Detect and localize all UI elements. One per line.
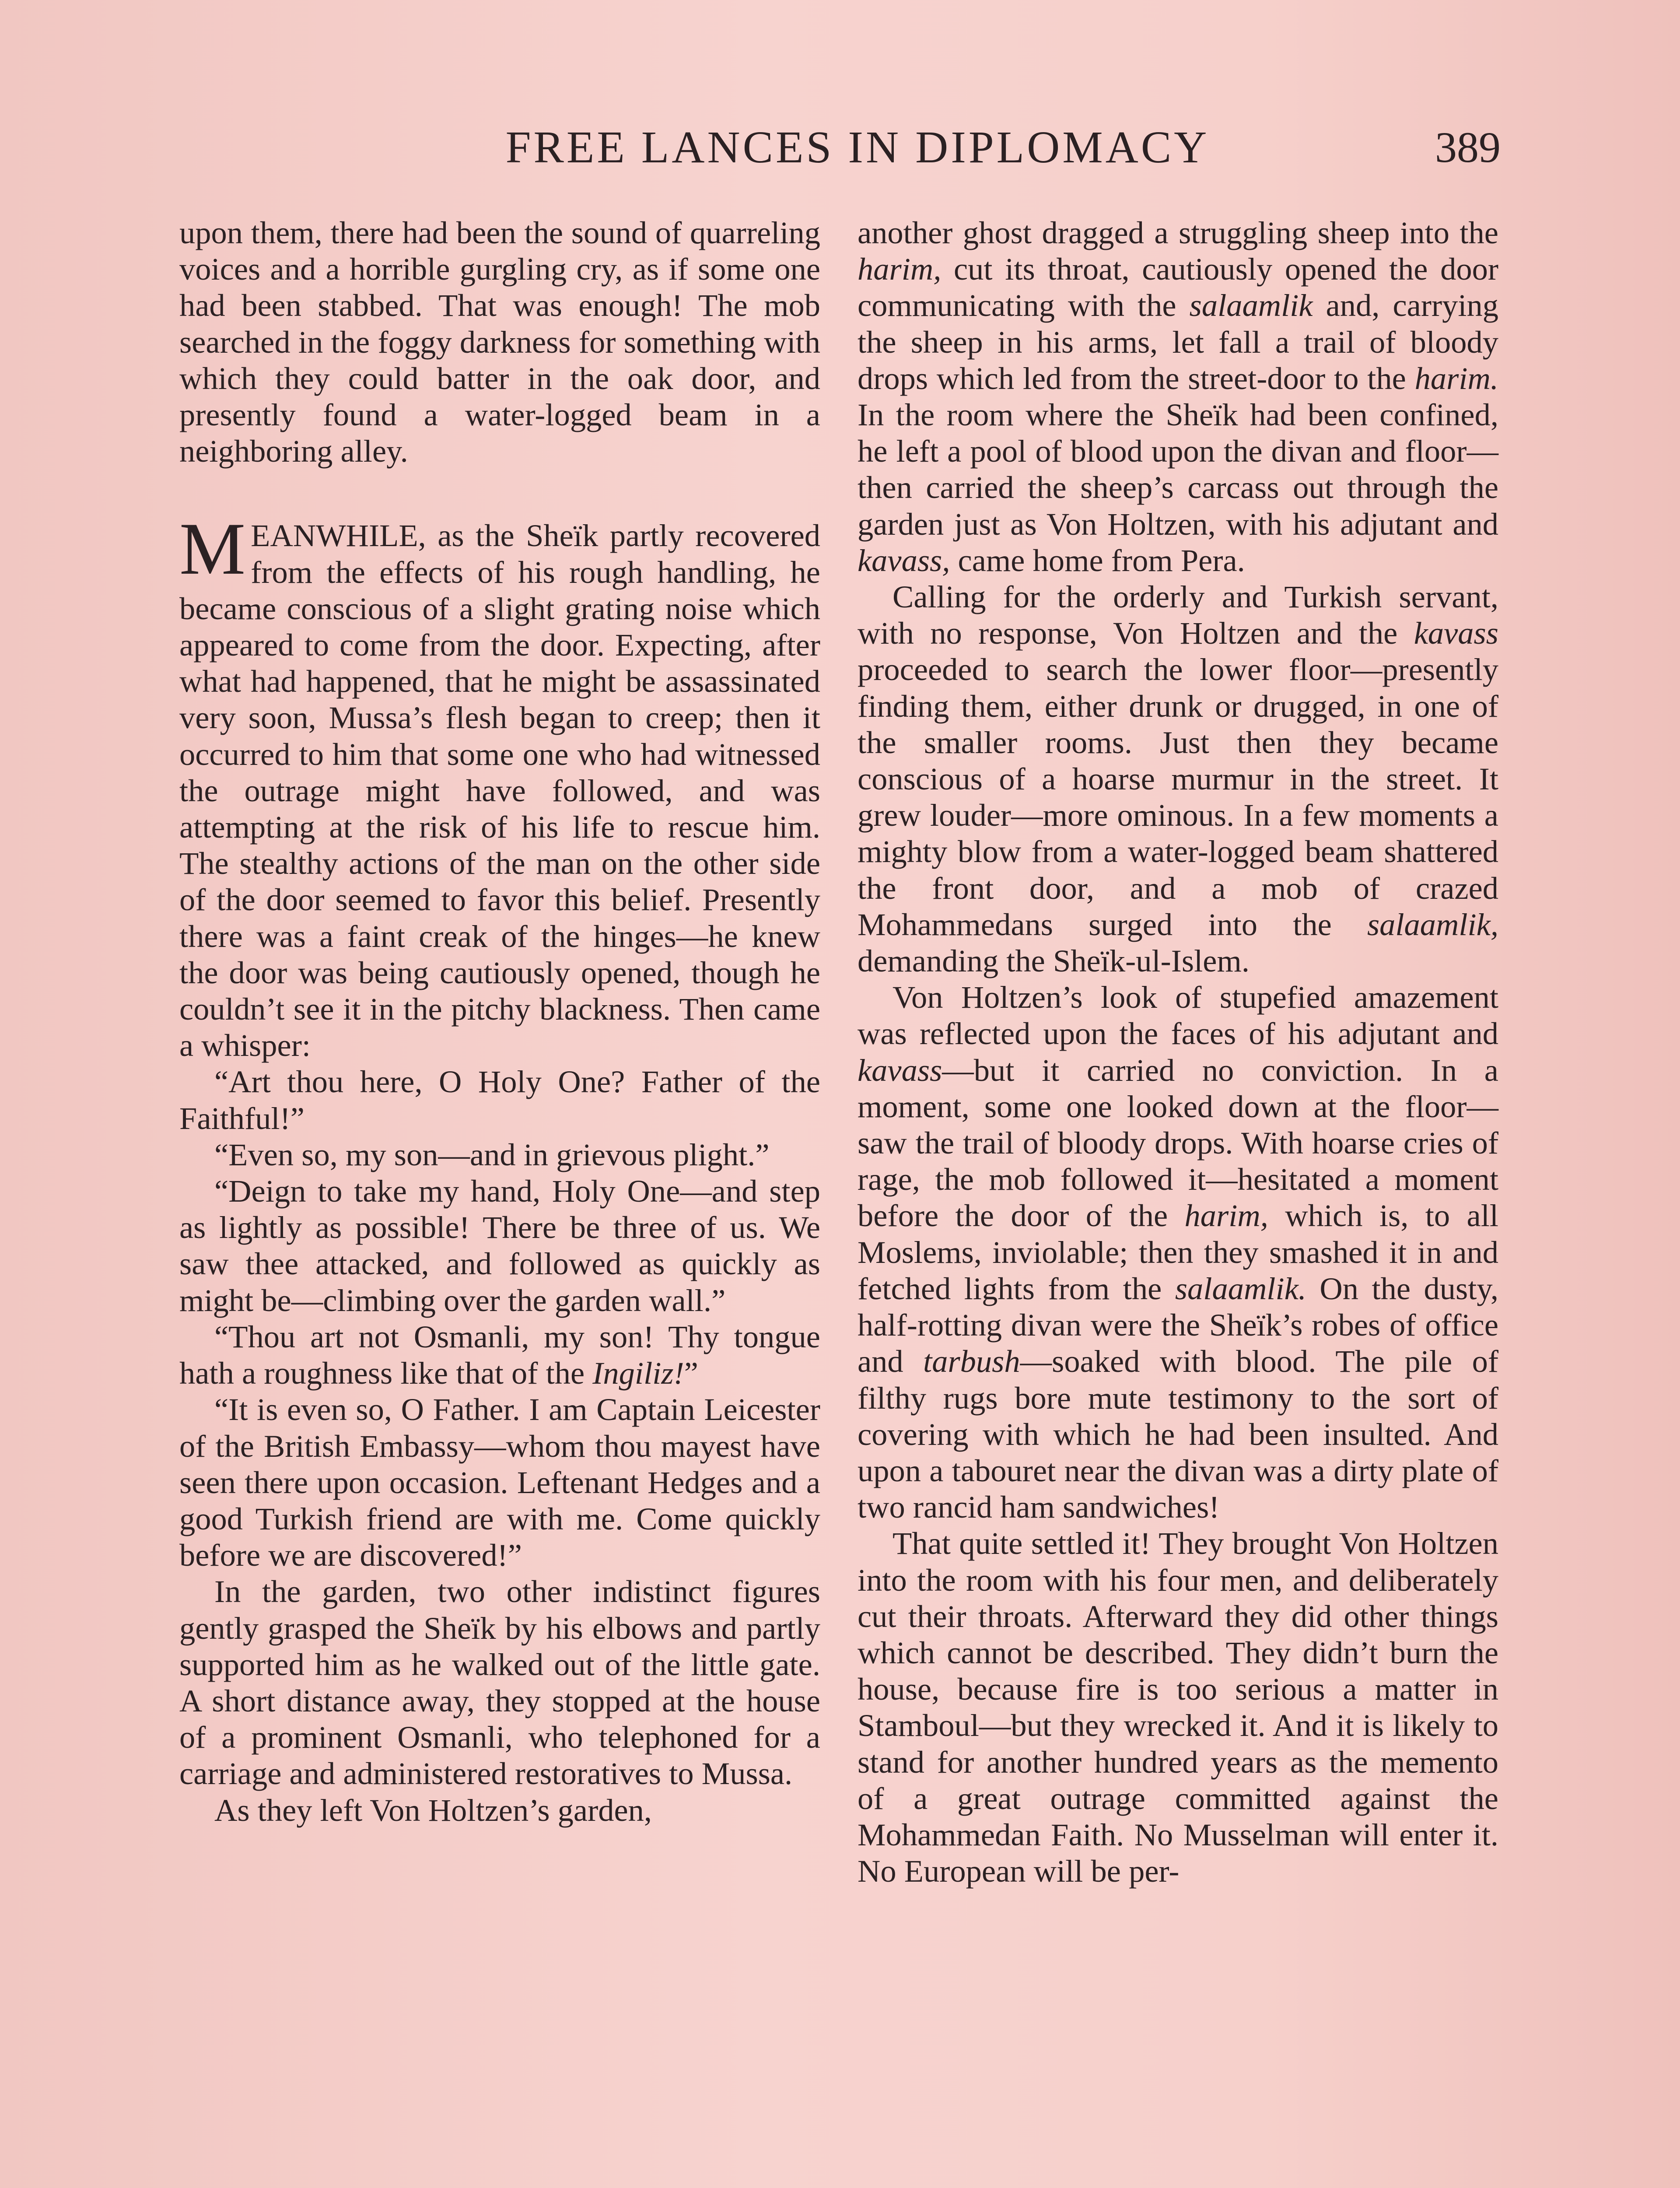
paragraph: Calling for the orderly and Turkish servant, with no response, Von Holtzen and the kavass proceeded to search the lower floor—presently finding them, either drunk or drugged, in one of the smaller rooms. Just then they became conscious of a hoarse murmur in the street. It grew louder—more ominous. In a few moments a mighty blow from a water-logged beam shattered the front door, and a mob of crazed Mohammedans surged into the salaamlik, demanding the Sheïk-ul-Islem.: [858, 579, 1498, 979]
paragraph: another ghost dragged a struggling sheep into the harim, cut its throat, cautiously opened the door communicating with the salaamlik and, carrying the sheep in his arms, let fall a trail of bloody drops which led from the street-door to the harim. In the room where the Sheïk had been confined, he left a pool of blood upon the divan and floor—then carried the sheep’s carcass out through the garden just as Von Holtzen, with his adjutant and kavass, came home from Pera.: [858, 215, 1499, 578]
paragraph: “It is even so, O Father. I am Captain Leicester of the British Embassy—whom thou mayest have seen there upon occasion. Leftenant Hedges and a good Turkish friend are with me. Come quickly before we are discovered!”: [179, 1392, 820, 1573]
paragraph: “Even so, my son—and in grievous plight.”: [214, 1136, 770, 1172]
paragraph: “Deign to take my hand, Holy One—and step as lightly as possible! There be three of us. We saw thee attacked, and followed as quickly as might be—climbing over the garden wall.”: [179, 1173, 820, 1318]
paragraph: MEANWHILE, as the Sheïk partly recovered from the effects of his rough handling, he became conscious of a slight grating noise which appeared to come from the door. Expecting, after what had happened, that he might be assassinated very soon, Mussa’s flesh began to creep; then it occurred to him that some one who had witnessed the outrage might have followed, and was attempting at the risk of his life to rescue him. The stealthy actions of the man on the other side of the door seemed to favor this belief. Presently there was a faint creak of the hinges—he knew the door was being cautiously opened, though he couldn’t see it in the pitchy blackness. Then came a whisper:: [179, 508, 820, 1063]
running-title: FREE LANCES IN DIPLOMACY: [505, 122, 1210, 172]
paragraph: “Art thou here, O Holy One? Father of the Faithful!”: [179, 1064, 820, 1136]
paragraph: In the garden, two other indistinct figures gently grasped the Sheïk by his elbows and partly supported him as he walked out of the little gate. A short distance away, they stopped at the house of a prominent Osmanli, who telephoned for a carriage and administered restoratives to Mussa.: [179, 1574, 820, 1792]
right-text-column: [858, 214, 1498, 1889]
left-text-column: [179, 214, 820, 1828]
paragraph: Von Holtzen’s look of stupefied amazement was reflected upon the faces of his adjutant and kavass—but it carried no conviction. In a moment, some one looked down at the floor—saw the trail of bloody drops. With hoarse cries of rage, the mob followed it—hesitated a moment before the door of the harim, which is, to all Moslems, inviolable; then they smashed it in and fetched lights from the salaamlik. On the dusty, half-rotting divan were the Sheïk’s robes of office and tarbush—soaked with blood. The pile of filthy rugs bore mute testimony to the sort of covering with which he had been insulted. And upon a tabouret near the divan was a dirty plate of two rancid ham sandwiches!: [858, 979, 1499, 1525]
paragraph: upon them, there had been the sound of quarreling voices and a horrible gurgling cry, as if some one had been stabbed. That was enough! The mob searched in the foggy darkness for something with which they could batter in the oak door, and presently found a water-logged beam in a neighboring alley.: [179, 215, 820, 469]
paragraph: That quite settled it! They brought Von Holtzen into the room with his four men, and deliberately cut their throats. Afterward they did other things which cannot be described. They didn’t burn the house, because fire is too serious a matter in Stamboul—but they wrecked it. And it is likely to stand for another hundred years as the memento of a great outrage committed against the Mohammedan Faith. No Musselman will enter it. No European will be per-: [858, 1525, 1498, 1889]
page-number: 389: [1435, 123, 1501, 172]
paragraph: “Thou art not Osmanli, my son! Thy tongue hath a roughness like that of the Ingiliz!”: [179, 1318, 820, 1391]
running-header: [179, 119, 1501, 176]
paragraph: As they left Von Holtzen’s garden,: [214, 1792, 652, 1828]
